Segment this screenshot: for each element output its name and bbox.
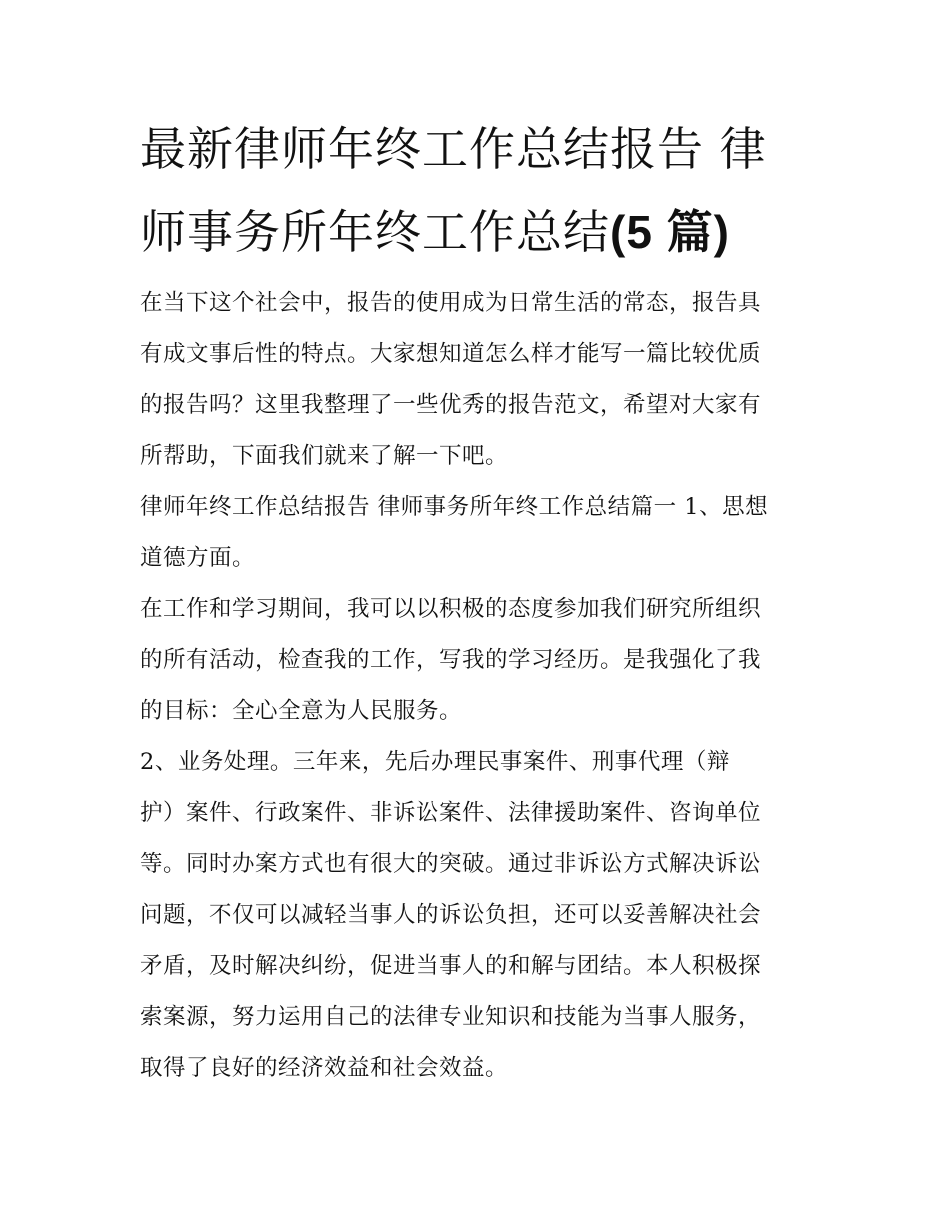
paragraph-section-heading xyxy=(140,482,820,584)
text-line: 在当下这个社会中，报告的使用成为日常生活的常态，报告具 xyxy=(140,290,762,316)
title-line-text: 师事务所年终工作总结 xyxy=(140,205,610,259)
text-line: 矛盾，及时解决纠纷，促进当事人的和解与团结。本人积极探 xyxy=(140,953,762,979)
paragraph-intro xyxy=(140,278,820,482)
title-count: (5 篇) xyxy=(610,206,730,258)
title-line: 最新律师年终工作总结报告 律 xyxy=(140,122,767,176)
text-line: 在工作和学习期间，我可以以积极的态度参加我们研究所组织 xyxy=(140,596,762,622)
text-line: 取得了良好的经济效益和社会效益。 xyxy=(140,1055,509,1081)
paragraph-moral xyxy=(140,584,820,737)
document-title xyxy=(140,108,820,274)
text-line: 的报告吗？这里我整理了一些优秀的报告范文，希望对大家有 xyxy=(140,392,762,418)
text-line: 2、业务处理。三年来，先后办理民事案件、刑事代理（辩 xyxy=(140,749,730,775)
text-line: 护）案件、行政案件、非诉讼案件、法律援助案件、咨询单位 xyxy=(140,800,762,826)
text-line: 的所有活动，检查我的工作，写我的学习经历。是我强化了我 xyxy=(140,647,762,673)
text-line: 律师年终工作总结报告 律师事务所年终工作总结篇一 1、思想 xyxy=(140,494,769,520)
text-line: 问题，不仅可以减轻当事人的诉讼负担，还可以妥善解决社会 xyxy=(140,902,762,928)
text-line: 所帮助，下面我们就来了解一下吧。 xyxy=(140,443,509,469)
text-line: 索案源，努力运用自己的法律专业知识和技能为当事人服务， xyxy=(140,1004,762,1030)
document-content xyxy=(140,108,820,1094)
text-line: 等。同时办案方式也有很大的突破。通过非诉讼方式解决诉讼 xyxy=(140,851,762,877)
text-line: 道德方面。 xyxy=(140,545,256,571)
paragraph-business xyxy=(140,737,820,1094)
text-line: 的目标：全心全意为人民服务。 xyxy=(140,698,463,724)
title-line xyxy=(140,191,820,274)
text-line: 有成文事后性的特点。大家想知道怎么样才能写一篇比较优质 xyxy=(140,341,762,367)
document-body xyxy=(140,278,820,1094)
